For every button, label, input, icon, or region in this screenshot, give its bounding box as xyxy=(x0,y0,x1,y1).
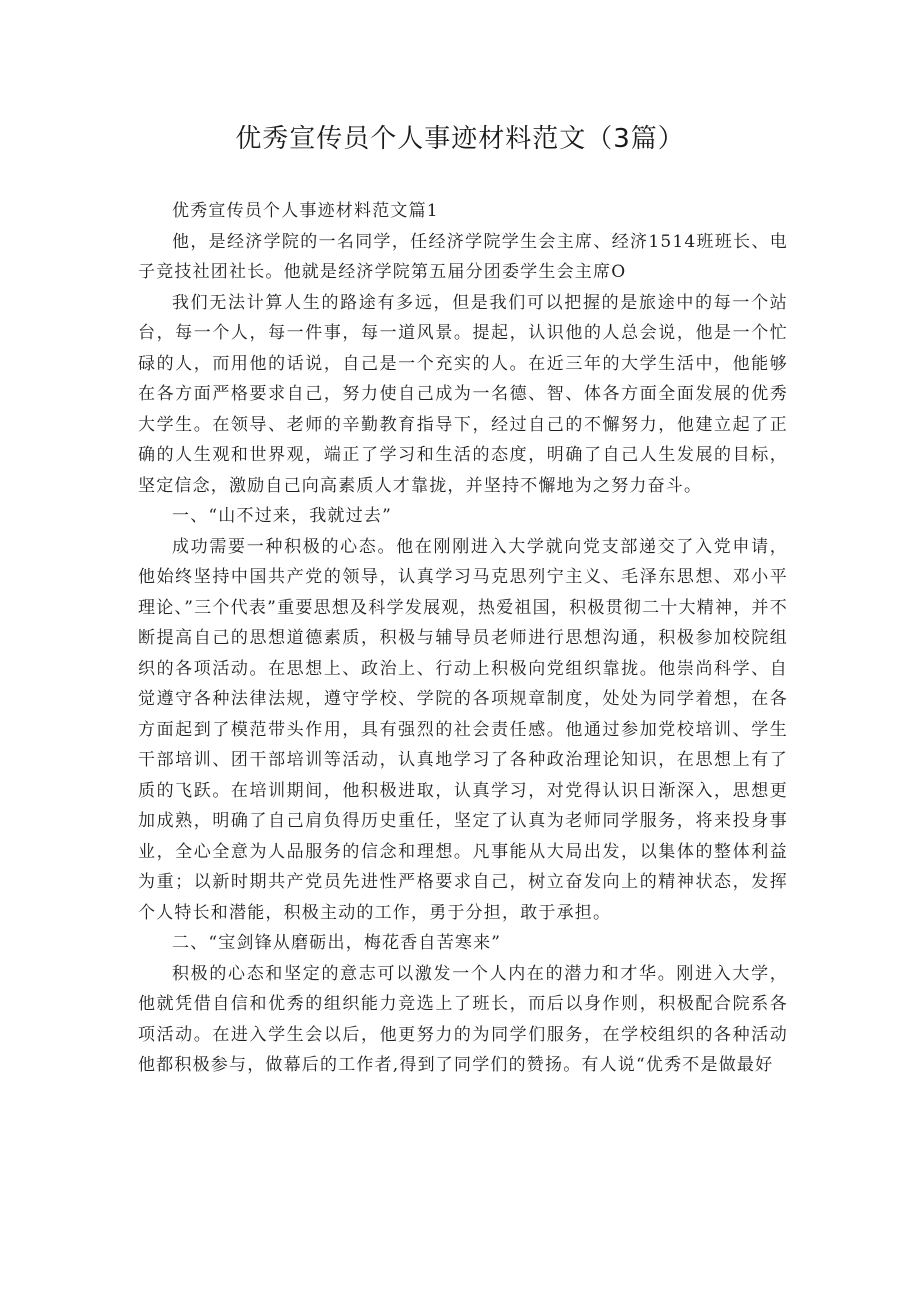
section-heading: 二、“宝剑锋从磨砺出，梅花香自苦寒来” xyxy=(172,933,502,953)
paragraph: 成功需要一种积极的心态。他在刚刚进入大学就向党支部递交了入党申请，他始终坚持中国共产党的领导，认真学习马克思列宁主义、毛泽东思想、邓小平理论、”三个代表”重要思想及科学发展观，热爱祖国，积极贯彻二十大精神，并不断提高自己的思想道德素质，积极与辅导员老师进行思想沟通，积极参加校院组织的各项活动。在思想上、政治上、行动上积极向党组织靠拢。他崇尚科学、自觉遵守各种法律法规，遵守学校、学院的各项规章制度，处处为同学着想，在各方面起到了模范带头作用，具有强烈的社会责任感。他通过参加党校培训、学生干部培训、团干部培训等活动，认真地学习了各种政治理论知识，在思想上有了质的飞跃。在培训期间，他积极进取，认真学习，对党得认识日渐深入，思想更加成熟，明确了自己肩负得历史重任，坚定了认真为老师同学服务，将来投身事业，全心全意为人品服务的信念和理想。凡事能从大局出发，以集体的整体利益为重；以新时期共产党员先进性严格要求自己，树立奋发向上的精神状态，发挥个人特长和潜能，积极主动的工作，勇于分担，敢于承担。 xyxy=(138,536,788,923)
document-body xyxy=(138,196,788,1081)
paragraph: 我们无法计算人生的路途有多远，但是我们可以把握的是旅途中的每一个站台，每一个人，每一件事，每一道风景。提起，认识他的人总会说，他是一个忙碌的人，而用他的话说，自己是一个充实的人。在近三年的大学生活中，他能够在各方面严格要求自己，努力使自己成为一名德、智、体各方面全面发展的优秀大学生。在领导、老师的辛勤教育指导下，经过自己的不懈努力，他建立起了正确的人生观和世界观，端正了学习和生活的态度，明确了自己人生发展的目标，坚定信念，激励自己向高素质人才靠拢，并坚持不懈地为之努力奋斗。 xyxy=(138,292,788,496)
paragraph: 他，是经济学院的一名同学，任经济学院学生会主席、经济1514班班长、电子竞技社团社长。他就是经济学院第五届分团委学生会主席O xyxy=(138,231,788,282)
article-heading: 优秀宣传员个人事迹材料范文篇1 xyxy=(172,201,439,221)
paragraph: 积极的心态和坚定的意志可以激发一个人内在的潜力和才华。刚进入大学，他就凭借自信和优秀的组织能力竞选上了班长，而后以身作则，积极配合院系各项活动。在进入学生会以后，他更努力的为同学们服务，在学校组织的各种活动他都积极参与，做幕后的工作者,得到了同学们的赞扬。有人说“优秀不是做最好 xyxy=(138,963,788,1075)
section-heading: 一、“山不过来，我就过去” xyxy=(172,506,392,526)
document-title: 优秀宣传员个人事迹材料范文（3篇） xyxy=(235,124,685,154)
